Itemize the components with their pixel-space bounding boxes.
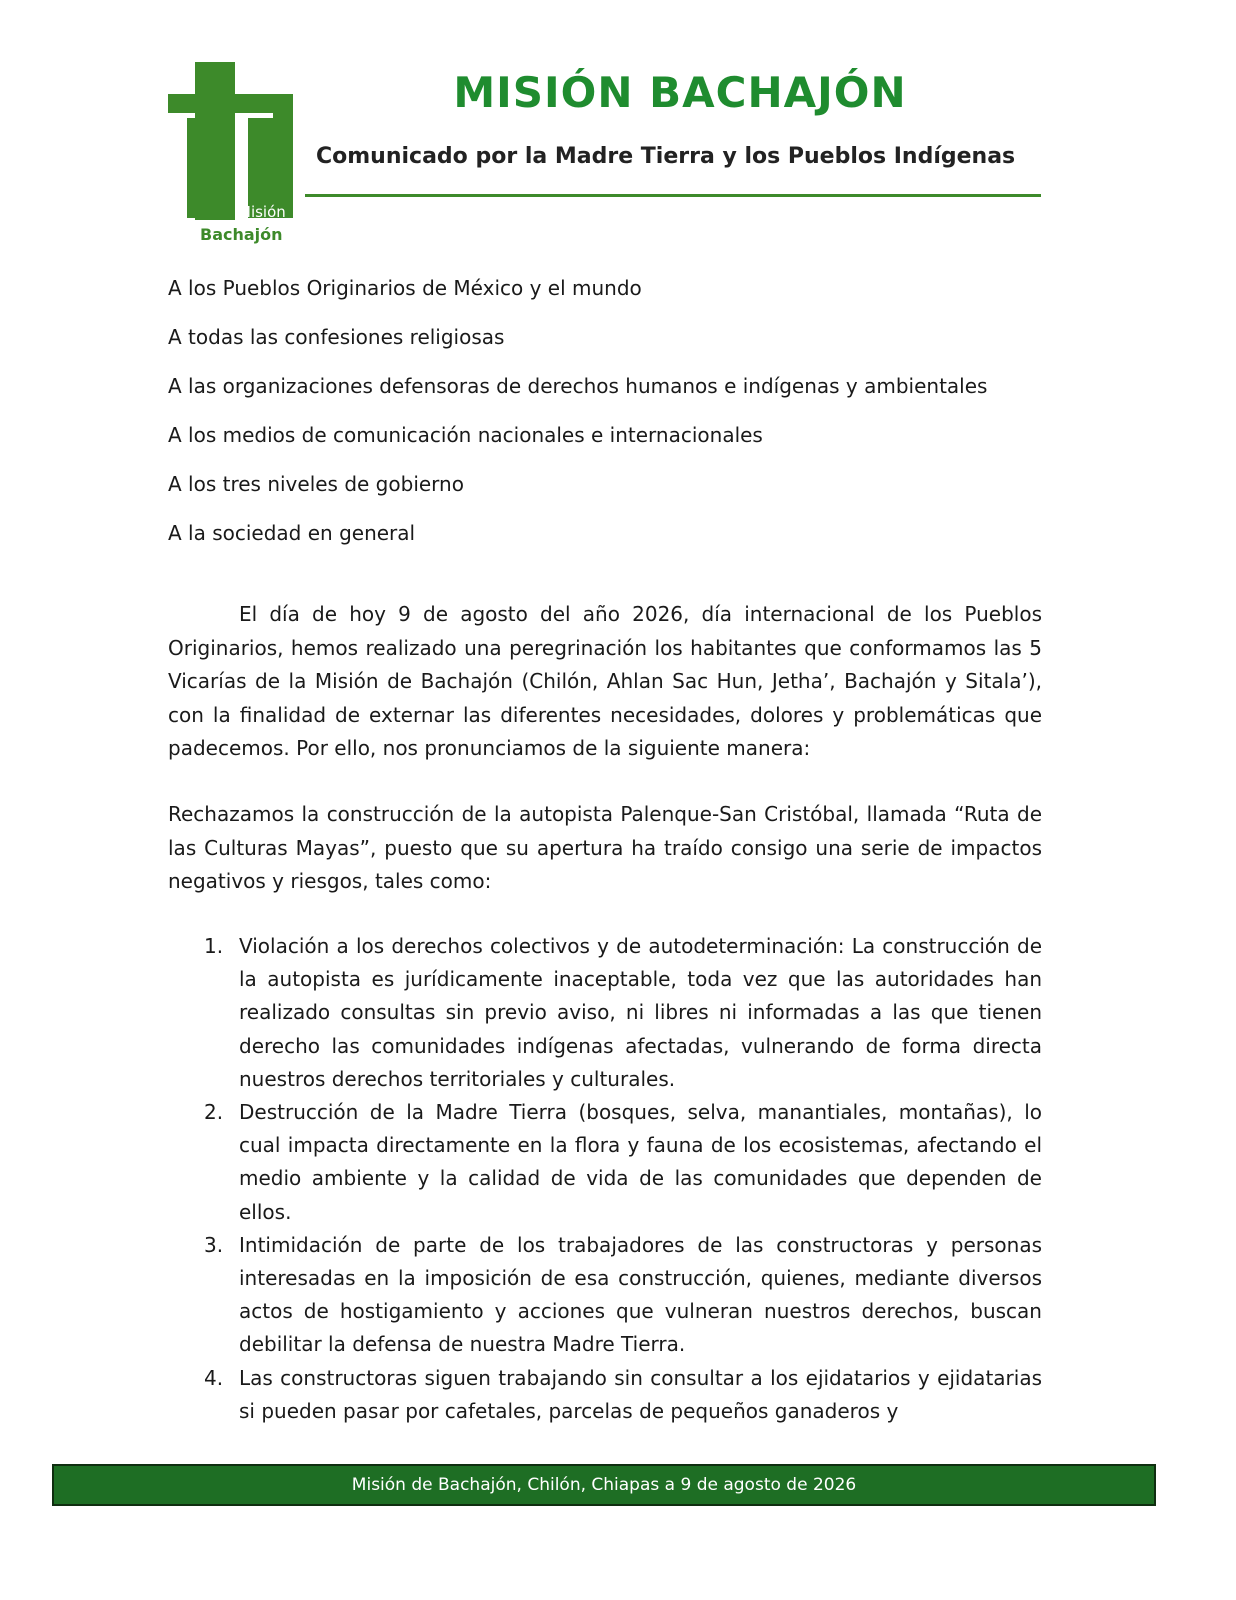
list-item <box>168 1096 1042 1229</box>
list-item-text: Las constructoras siguen trabajando sin consultar a los ejidatarios y ejidatarias si pueden pasar por cafetales, parcelas de pequeños ganaderos y <box>239 1365 1042 1423</box>
intro-paragraph: El día de hoy 9 de agosto del año 2026, día internacional de los Pueblos Originarios, hemos realizado una peregrinación los habitantes que conformamos las 5 Vicarías de la Misión de Bachajón (Chilón, Ahlan Sac Hun, Jetha’, Bachajón y Sitala’), con la finalidad de externar las diferentes necesidades, dolores y problemáticas que padecemos. Por ello, nos pronunciamos de la siguiente manera: <box>168 602 1042 760</box>
list-number: 2. <box>204 1100 224 1125</box>
list-number: 3. <box>204 1232 224 1257</box>
logo-text-bachajon: Bachajón <box>200 225 283 244</box>
recipient-line: A los Pueblos Originarios de México y el mundo <box>168 276 642 300</box>
footer-text: Misión de Bachajón, Chilón, Chiapas a 9 de agosto de 2026 <box>351 1475 857 1495</box>
header-divider <box>305 194 1041 197</box>
recipient-line: A los tres niveles de gobierno <box>168 472 464 496</box>
recipient-line: A las organizaciones defensoras de derechos humanos e indígenas y ambientales <box>168 374 988 398</box>
footer-bar <box>52 1464 1156 1506</box>
list-item <box>168 1229 1042 1362</box>
list-number: 1. <box>204 934 224 958</box>
recipient-line: A los medios de comunicación nacionales e internacionales <box>168 423 763 447</box>
list-item-text: Intimidación de parte de los trabajadores de las constructoras y personas interesadas en la imposición de esa construcción, quienes, mediante diversos actos de hostigamiento y acciones que vulneran nuestros derechos, buscan debilitar la defensa de nuestra Madre Tierra. <box>239 1232 1042 1357</box>
recipient-line: A todas las confesiones religiosas <box>168 325 505 349</box>
recipient-line: A la sociedad en general <box>168 521 416 545</box>
list-item-text: Violación a los derechos colectivos y de autodeterminación: La construcción de la autopista es jurídicamente inaceptable, toda vez que las autoridades han realizado consultas sin previo aviso, ni libres ni informadas a las que tienen derecho las comunidades indígenas afectadas, vulnerando de forma directa nuestros derechos territoriales y culturales. <box>239 934 1042 1091</box>
list-number: 4. <box>204 1365 224 1390</box>
rechazo-paragraph: Rechazamos la construcción de la autopista Palenque-San Cristóbal, llamada “Ruta de las Culturas Mayas”, puesto que su apertura ha traído consigo una serie de impactos negativos y riesgos, tales como: <box>168 802 1042 893</box>
list-item <box>168 1362 1042 1428</box>
list-item-text: Destrucción de la Madre Tierra (bosques, selva, manantiales, montañas), lo cual impacta directamente en la flora y fauna de los ecosistemas, afectando el medio ambiente y la calidad de vida de las comunidades que dependen de ellos. <box>239 1100 1042 1224</box>
page-title: MISIÓN BACHAJÓN <box>453 68 907 117</box>
list-item <box>168 930 1042 1096</box>
page-subtitle: Comunicado por la Madre Tierra y los Pueblos Indígenas <box>316 144 1016 169</box>
logo-text-mision: Misión <box>238 203 286 221</box>
impacts-list <box>168 930 1042 1428</box>
recipients-list <box>168 274 1048 568</box>
